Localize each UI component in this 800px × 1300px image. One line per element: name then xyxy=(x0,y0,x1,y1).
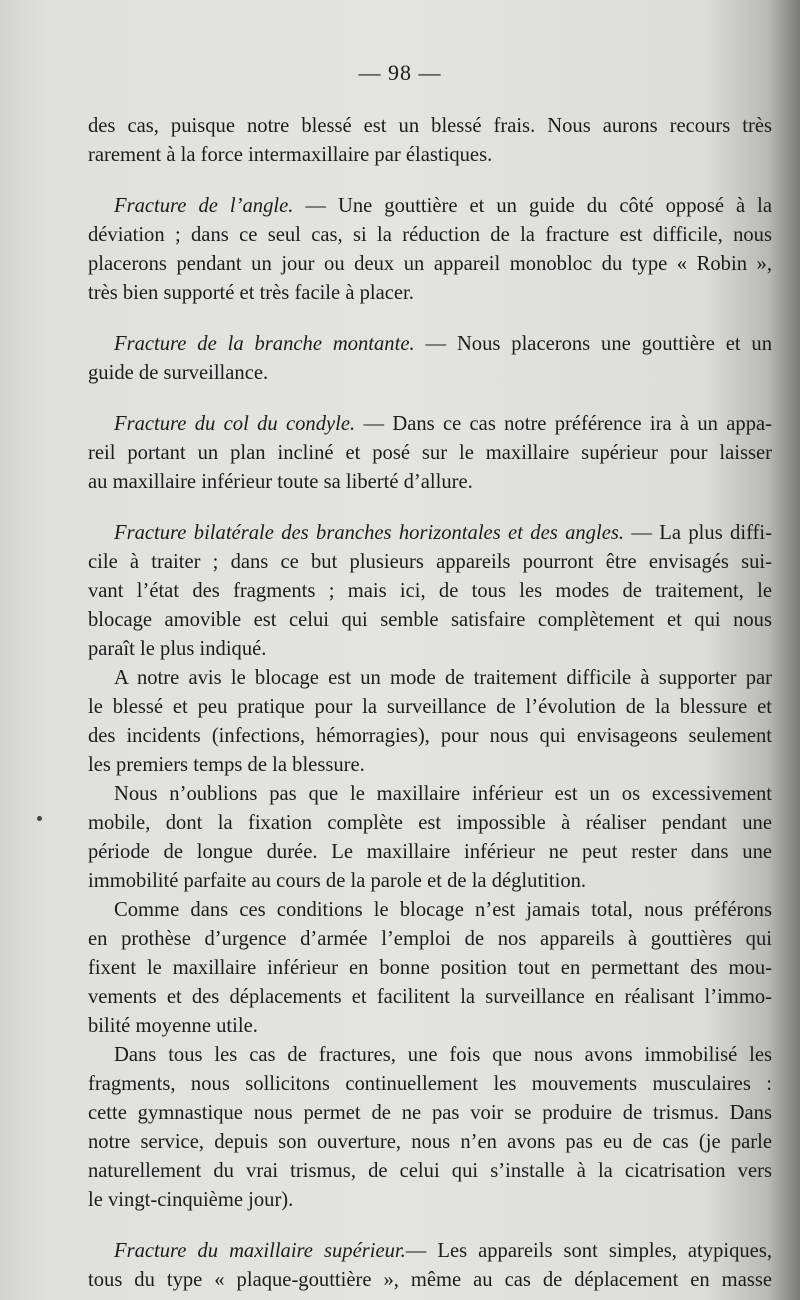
paragraph xyxy=(88,1041,772,1215)
text-line: reil portant un plan incliné et posé sur le maxillaire supérieur pour laisser xyxy=(88,442,772,464)
text-line: Dans tous les cas de fractures, une fois que nous avons immobilisé les xyxy=(114,1044,772,1066)
text-line: blocage amovible est celui qui semble satisfaire complètement et qui nous xyxy=(88,609,772,631)
text-line: immobilité parfaite au cours de la parole et de la déglutition. xyxy=(88,870,587,892)
paragraph xyxy=(88,1237,772,1295)
paragraph xyxy=(88,896,772,1041)
text-line: des incidents (infections, hémorragies), pour nous qui envisageons seulement xyxy=(88,725,772,747)
text-line: des cas, puisque notre blessé est un blessé frais. Nous aurons recours très xyxy=(88,115,772,137)
text-line: naturellement du vrai trismus, de celui qui s’installe à la cicatrisation vers xyxy=(88,1160,772,1182)
text-line: le blessé et peu pratique pour la surveillance de l’évolution de la blessure et xyxy=(88,696,772,718)
text-line: placerons pendant un jour ou deux un appareil monobloc du type « Robin », xyxy=(88,253,772,275)
text-run: — Nous placerons une gouttière et un xyxy=(414,333,773,355)
text-line: bilité moyenne utile. xyxy=(88,1015,258,1037)
text-line: cile à traiter ; dans ce but plusieurs appareils pourront être envisagés sui- xyxy=(88,551,772,573)
text-line: les premiers temps de la blessure. xyxy=(88,754,365,776)
text-run: — Les appareils sont simples, atypiques, xyxy=(405,1240,772,1262)
section-title: Fracture du col du condyle. xyxy=(114,413,356,435)
text-line xyxy=(88,192,772,221)
text-line: Comme dans ces conditions le blocage n’est jamais total, nous préférons xyxy=(114,899,772,921)
text-line: période de longue durée. Le maxillaire inférieur ne peut rester dans une xyxy=(88,841,772,863)
text-line: notre service, depuis son ouverture, nous n’en avons pas eu de cas (je parle xyxy=(88,1131,772,1153)
text-line xyxy=(88,519,772,548)
text-line: cette gymnastique nous permet de ne pas voir se produire de trismus. Dans xyxy=(88,1102,772,1124)
text-run: — Dans ce cas notre préférence ira à un appa- xyxy=(355,413,772,435)
text-line: au maxillaire inférieur toute sa liberté d’allure. xyxy=(88,471,473,493)
paragraph xyxy=(88,664,772,780)
text-line xyxy=(88,330,772,359)
paragraph xyxy=(88,410,772,497)
text-line: vant l’état des fragments ; mais ici, de tous les modes de traitement, le xyxy=(88,580,772,602)
text-line: Nous n’oublions pas que le maxillaire inférieur est un os excessivement xyxy=(114,783,772,805)
text-line: très bien supporté et très facile à placer. xyxy=(88,282,414,304)
paragraph xyxy=(88,519,772,664)
text-line: vements et des déplacements et facilitent la surveillance en réalisant l’immo- xyxy=(88,986,772,1008)
section-title: Fracture bilatérale des branches horizontales et des angles. xyxy=(114,522,624,544)
page-number: — 98 — xyxy=(358,60,442,85)
text-line xyxy=(88,410,772,439)
text-line: déviation ; dans ce seul cas, si la réduction de la fracture est difficile, nous xyxy=(88,224,772,246)
text-line: A notre avis le blocage est un mode de traitement difficile à supporter par xyxy=(114,667,772,689)
text-line: guide de surveillance. xyxy=(88,362,269,384)
text-line: mobile, dont la fixation complète est impossible à réaliser pendant une xyxy=(88,812,772,834)
text-line: rarement à la force intermaxillaire par élastiques. xyxy=(88,144,493,166)
paragraph xyxy=(88,112,772,170)
text-line: tous du type « plaque-gouttière », même au cas de déplacement en masse xyxy=(88,1269,772,1291)
text-line xyxy=(88,1237,772,1266)
section-title: Fracture de la branche montante. xyxy=(114,333,415,355)
text-line: fixent le maxillaire inférieur en bonne position tout en permettant des mou- xyxy=(88,957,772,979)
paragraph xyxy=(88,330,772,388)
paragraph xyxy=(88,780,772,896)
text-line: paraît le plus indiqué. xyxy=(88,638,267,660)
body-text xyxy=(88,112,772,1295)
text-line: le vingt-cinquième jour). xyxy=(88,1189,294,1211)
text-run: — La plus diffi- xyxy=(624,522,772,544)
text-run: — Une gouttière et un guide du côté opposé à la xyxy=(293,195,772,217)
section-title: Fracture du maxillaire supérieur. xyxy=(114,1240,406,1262)
text-line: en prothèse d’urgence d’armée l’emploi de nos appareils à gouttières qui xyxy=(88,928,772,950)
paragraph xyxy=(88,192,772,308)
section-title: Fracture de l’angle. xyxy=(114,195,294,217)
text-line: fragments, nous sollicitons continuellement les mouvements musculaires : xyxy=(88,1073,772,1095)
margin-dot xyxy=(37,816,42,821)
